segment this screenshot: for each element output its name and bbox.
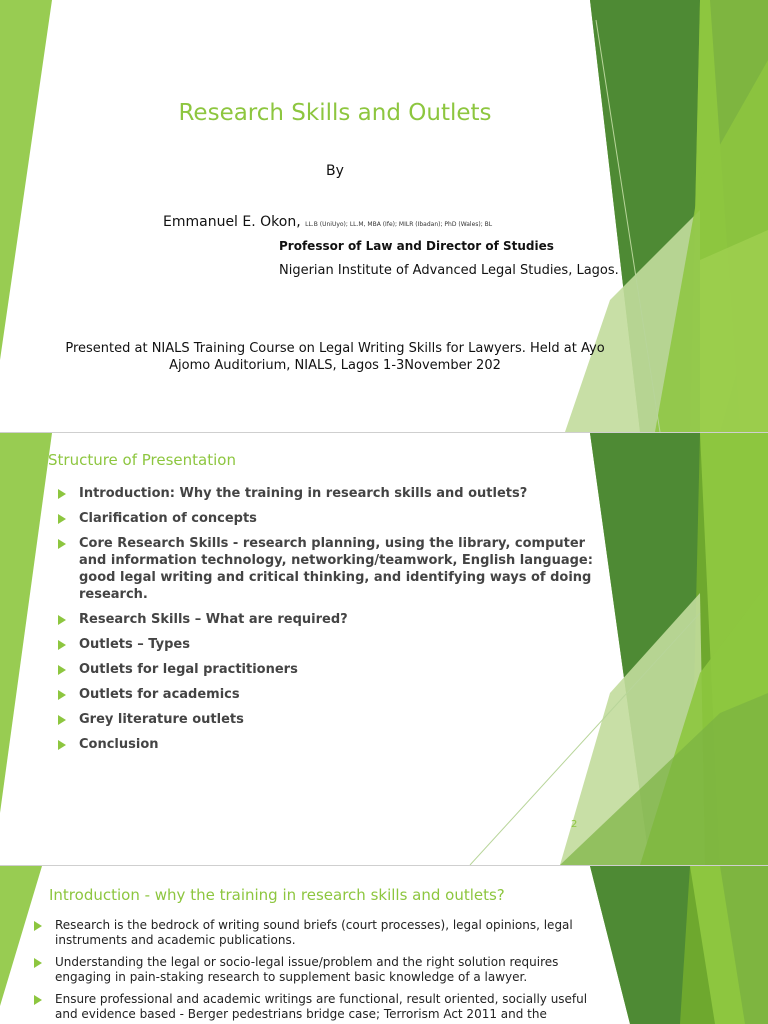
author-line [163, 214, 492, 230]
page-number: 2 [571, 819, 578, 830]
list-item: Understanding the legal or socio-legal issue/problem and the right solution requires engaging in pain-staking research to supplement basic knowledge of a lawyer. [34, 955, 589, 985]
list-item: Research is the bedrock of writing sound briefs (court processes), legal opinions, legal instruments and academic publications. [34, 918, 589, 948]
list-item: Outlets for academics [58, 686, 598, 703]
triangle-bullet-icon [34, 995, 42, 1005]
list-item: Outlets for legal practitioners [58, 661, 598, 678]
triangle-bullet-icon [34, 958, 42, 968]
triangle-bullet-icon [58, 514, 66, 524]
list-item: Grey literature outlets [58, 711, 598, 728]
triangle-bullet-icon [58, 539, 66, 549]
introduction-slide [0, 866, 768, 1024]
list-item: Clarification of concepts [58, 510, 598, 527]
list-item: Conclusion [58, 736, 598, 753]
slide-title: Research Skills and Outlets [178, 100, 492, 126]
list-item: Core Research Skills - research planning, using the library, computer and information technology, networking/teamwork, English language: good legal writing and critical thinking, and identifying ways of doing research. [58, 535, 598, 603]
list-item: Ensure professional and academic writings are functional, result oriented, socially useful and evidence based - Berger pedestrians bridge case; Terrorism Act 2011 and the [34, 992, 589, 1022]
triangle-bullet-icon [34, 921, 42, 931]
section-heading: Structure of Presentation [48, 451, 236, 469]
agenda-list [58, 485, 598, 761]
author-role: Professor of Law and Director of Studies [279, 239, 554, 253]
author-name: Emmanuel E. Okon, [163, 214, 301, 230]
section-heading: Introduction - why the training in research skills and outlets? [49, 886, 505, 904]
structure-slide [0, 433, 768, 865]
author-credentials: LL.B (UniUyo); LL.M, MBA (Ife); MILR (Ibadan); PhD (Wales); BL [305, 221, 493, 228]
list-item: Introduction: Why the training in research skills and outlets? [58, 485, 598, 502]
intro-list [34, 918, 589, 1024]
triangle-bullet-icon [58, 690, 66, 700]
triangle-bullet-icon [58, 740, 66, 750]
triangle-bullet-icon [58, 615, 66, 625]
triangle-bullet-icon [58, 489, 66, 499]
triangle-bullet-icon [58, 715, 66, 725]
triangle-bullet-icon [58, 640, 66, 650]
list-item: Outlets – Types [58, 636, 598, 653]
author-institution: Nigerian Institute of Advanced Legal Studies, Lagos. [279, 263, 619, 278]
triangle-bullet-icon [58, 665, 66, 675]
list-item: Research Skills – What are required? [58, 611, 598, 628]
title-slide [0, 0, 768, 432]
by-label: By [326, 163, 344, 179]
presented-note: Presented at NIALS Training Course on Legal Writing Skills for Lawyers. Held at Ayo Ajomo Auditorium, NIALS, Lagos 1-3November 202 [65, 341, 605, 373]
